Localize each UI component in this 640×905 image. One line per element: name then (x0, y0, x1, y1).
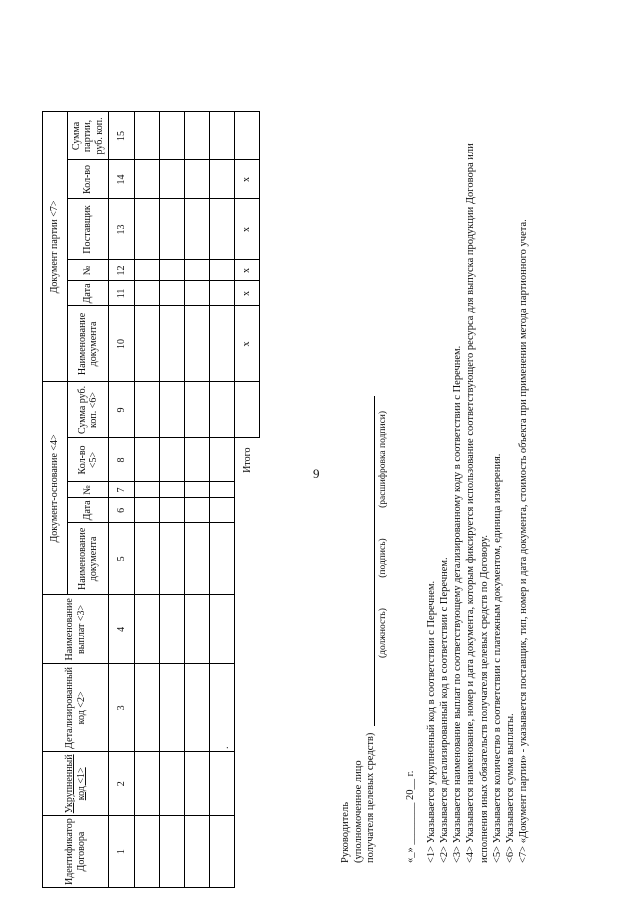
footnote: <6> Указывается сумма выплаты. (504, 713, 516, 863)
column-number: 9 (109, 382, 135, 438)
column-number: 7 (109, 482, 135, 498)
column-number: 5 (109, 523, 135, 595)
header-party-quantity: Кол-во (68, 160, 109, 199)
header-enlarged-code: Укрупненный код <1> (43, 752, 109, 816)
column-number: 1 (109, 816, 135, 888)
footnotes (425, 143, 530, 863)
signature-caption: (подпись) (377, 538, 388, 578)
header-party-sum: Сумма партии, руб. коп. (68, 112, 109, 160)
signature-line-3: получателя целевых средств) (365, 396, 378, 863)
header-party-doc-name: Наименование документа (68, 306, 109, 382)
column-number: 8 (109, 438, 135, 482)
header-payment-name: Наименование выплат <3> (43, 595, 109, 664)
page-number: 9 (313, 466, 320, 481)
payments-table (42, 111, 260, 888)
position-caption: (должность) (377, 608, 388, 658)
header-basis-document: Документ-основание <4> (43, 382, 68, 595)
column-number: 2 (109, 752, 135, 816)
total-basis-sum (235, 382, 260, 438)
signature-line-1: Руководитель (340, 802, 351, 863)
total-party-sum (235, 112, 260, 160)
column-number: 4 (109, 595, 135, 664)
header-basis-number: № (68, 482, 109, 498)
footnote: <4> Указывается наименование, номер и дата документа, которым фиксируется использование соответствующего ресурса для выпуска продукции Договора или (465, 143, 477, 863)
column-number: 11 (109, 281, 135, 306)
column-number: 12 (109, 260, 135, 281)
signature-line-2: (уполномоченное лицо (352, 760, 364, 863)
total-mark: x (235, 281, 260, 306)
column-number: 6 (109, 498, 135, 523)
header-detailed-code: Детализированный код <2> (43, 664, 109, 752)
header-party-date: Дата (68, 281, 109, 306)
header-basis-doc-name: Наименование документа (68, 523, 109, 595)
header-party-supplier: Поставщик (68, 199, 109, 260)
footnote: <2> Указывается детализированный код в соответствии с Перечнем. (439, 557, 451, 863)
total-mark: x (235, 306, 260, 382)
header-party-number: № (68, 260, 109, 281)
table-row (160, 112, 185, 888)
header-basis-sum: Сумма руб. коп. <6> (68, 382, 109, 438)
stray-mark: · (210, 664, 235, 752)
column-number: 14 (109, 160, 135, 199)
footnote: <1> Указывается укрупненный код в соответствии с Перечнем. (426, 580, 437, 863)
column-number: 10 (109, 306, 135, 382)
footnote: <7> «Документ партии» - указывается поставщик, тип, номер и дата документа, стоимость объекта при применении метода партионного учета. (517, 219, 529, 863)
table-row (135, 112, 160, 888)
column-number: 15 (109, 112, 135, 160)
footnote: исполнения иных обязательств получателя целевых средств по Договору. (478, 535, 490, 863)
signature-captions (378, 396, 389, 658)
header-party-document: Документ партии <7> (43, 112, 68, 382)
total-label: Итого (235, 438, 260, 482)
decoding-caption: (расшифровка подписи) (377, 410, 388, 508)
column-number: 13 (109, 199, 135, 260)
footnote: <3> Указывается наименование выплат по соответствующему детализированному коду в соответствии с Перечнем. (452, 345, 464, 863)
header-basis-quantity: Кол-во <5> (68, 438, 109, 482)
signature-block (340, 396, 418, 863)
table-row (210, 112, 235, 888)
column-number-row (109, 112, 135, 888)
header-basis-date: Дата (68, 498, 109, 523)
header-contract-id: Идентификатор Договора (43, 816, 109, 888)
total-mark: x (235, 199, 260, 260)
column-number: 3 (109, 664, 135, 752)
total-mark: x (235, 160, 260, 199)
date-line: «_» ________ 20__ г. (405, 770, 417, 863)
total-mark: x (235, 260, 260, 281)
footnote: <5> Указывается количество в соответствии с платежным документом, единица измерения. (491, 453, 503, 863)
total-row (235, 112, 260, 888)
table-row (185, 112, 210, 888)
